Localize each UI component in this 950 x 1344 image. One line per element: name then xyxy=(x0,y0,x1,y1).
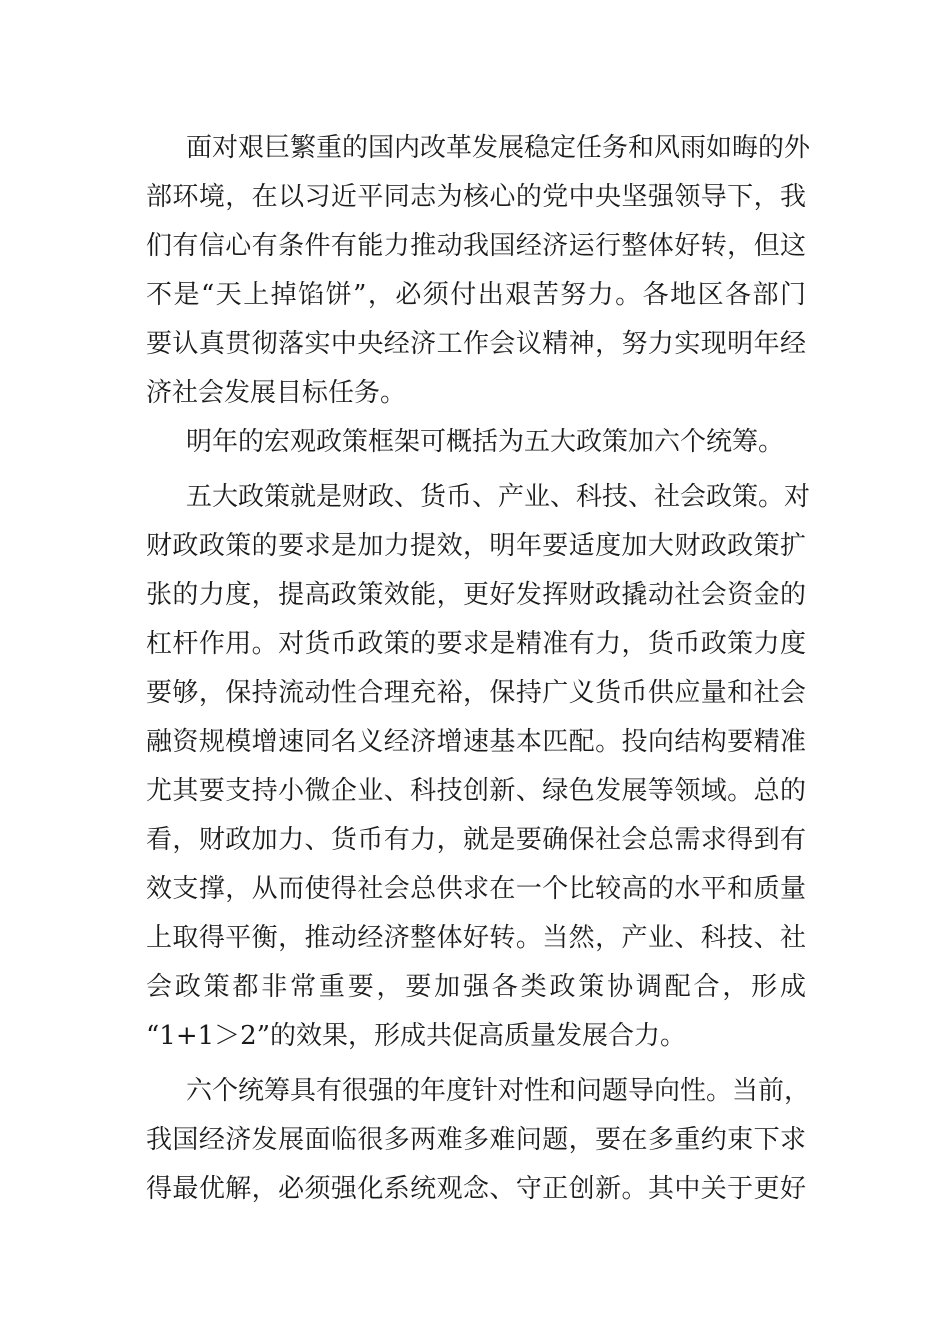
text-line: 效支撑，从而使得社会总供求在一个比较高的水平和质量 xyxy=(146,874,806,904)
text-line: 看，财政加力、货币有力，就是要确保社会总需求得到有 xyxy=(146,825,806,855)
text-line: 们有信心有条件有能力推动我国经济运行整体好转，但这 xyxy=(146,231,806,261)
text-line: “1+1＞2”的效果，形成共促高质量发展合力。 xyxy=(146,1021,686,1051)
text-line: 融资规模增速同名义经济增速基本匹配。投向结构要精准 xyxy=(146,727,806,757)
text-line: 上取得平衡，推动经济整体好转。当然，产业、科技、社 xyxy=(146,923,806,953)
text-line: 会政策都非常重要，要加强各类政策协调配合，形成 xyxy=(146,972,806,1002)
text-line: 五大政策就是财政、货币、产业、科技、社会政策。对 xyxy=(186,482,811,512)
text-line: 明年的宏观政策框架可概括为五大政策加六个统筹。 xyxy=(186,427,785,457)
text-line: 济社会发展目标任务。 xyxy=(146,378,407,408)
text-line: 我国经济发展面临很多两难多难问题，要在多重约束下求 xyxy=(146,1125,806,1155)
text-line: 杠杆作用。对货币政策的要求是精准有力，货币政策力度 xyxy=(146,629,806,659)
text-line: 部环境，在以习近平同志为核心的党中央坚强领导下，我 xyxy=(146,182,806,212)
text-line: 不是“天上掉馅饼”，必须付出艰苦努力。各地区各部门 xyxy=(146,280,806,310)
text-line: 要够，保持流动性合理充裕，保持广义货币供应量和社会 xyxy=(146,678,806,708)
text-line: 得最优解，必须强化系统观念、守正创新。其中关于更好 xyxy=(146,1174,806,1204)
text-line: 尤其要支持小微企业、科技创新、绿色发展等领域。总的 xyxy=(146,776,806,806)
text-line: 张的力度，提高政策效能，更好发挥财政撬动社会资金的 xyxy=(146,580,806,610)
document-body xyxy=(146,124,811,1214)
text-line: 面对艰巨繁重的国内改革发展稳定任务和风雨如晦的外 xyxy=(186,133,811,163)
text-line: 财政政策的要求是加力提效，明年要适度加大财政政策扩 xyxy=(146,531,806,561)
text-line: 要认真贯彻落实中央经济工作会议精神，努力实现明年经 xyxy=(146,329,806,359)
text-line: 六个统筹具有很强的年度针对性和问题导向性。当前， xyxy=(186,1076,811,1106)
